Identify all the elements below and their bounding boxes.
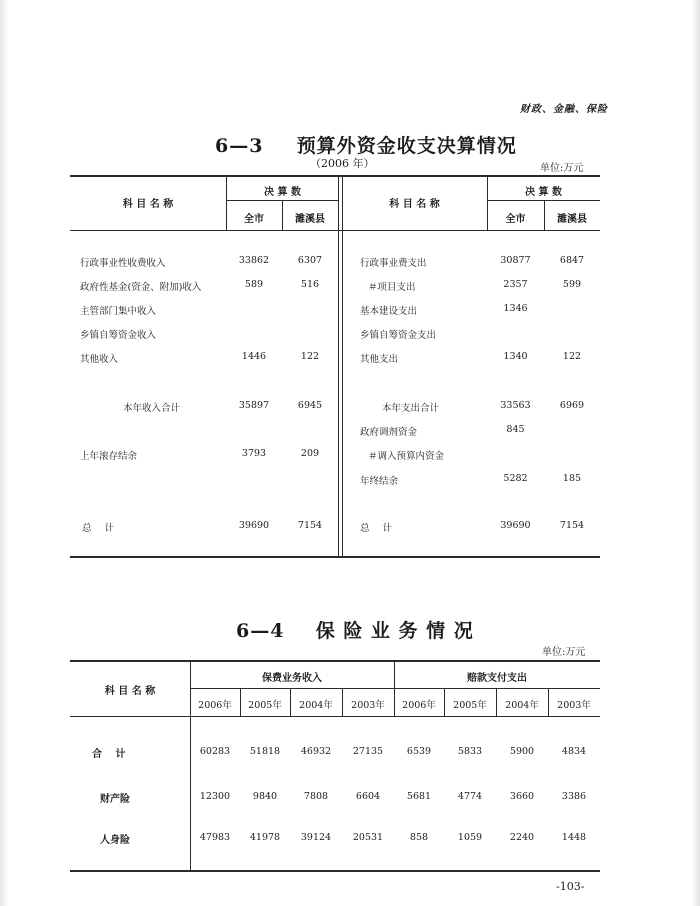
table1-unit: 单位:万元 [540,163,584,174]
table2-row-label: 人身险 [100,835,130,846]
table2-cell: 5900 [509,746,535,757]
table2-cell: 5681 [406,791,432,802]
table1-final-head-right: 决 算 数 [525,187,562,198]
table1-number: 6—3 [215,135,264,157]
table1-left-row-city: 1446 [241,351,267,362]
table1-right-row-label: 基本建设支出 [360,306,418,317]
table1-bottom-rule [70,556,600,558]
table1-left-row-county: 209 [300,448,320,459]
table1-left-row-county: 7154 [297,520,323,531]
table1-left-row-county: 516 [300,279,320,290]
table1-left-row-city: 35897 [238,400,270,411]
table2-cell: 3386 [561,791,587,802]
table1-left-row-city: 589 [244,279,264,290]
table2-unit: 单位:万元 [542,647,586,658]
table1-right-row-label: 乡镇自筹资金支出 [360,330,437,341]
table1-right-row-city: 1340 [503,351,528,362]
table1-top-rule [70,175,600,177]
table1-right-row-label: 总 计 [360,523,393,534]
table1-subject-head-left: 科 目 名 称 [122,199,174,210]
table1-right-row-city: 30877 [500,255,531,266]
table1-right-row-city: 5282 [503,473,528,484]
table1-right-row-county: 6847 [559,255,585,266]
table2-head-bottom-rule [70,716,600,717]
table1-right-row-label: 行政事业费支出 [360,258,427,269]
table2-year-head: 2006年 [198,700,232,711]
table1-subject-head-right: 科 目 名 称 [389,199,440,210]
table2-cell: 46932 [300,746,332,757]
table2-cell: 39124 [300,832,332,843]
table2-cell: 3660 [509,791,535,802]
table2-cell: 858 [409,832,429,843]
table2-year-head: 2005年 [248,700,282,711]
table1-right-row-city: 39690 [500,520,531,531]
table1-left-row-label: 总 计 [82,523,115,534]
table2-cell: 1059 [457,832,483,843]
table1-right-row-label: 本年支出合计 [382,403,440,414]
table2-cell: 51818 [249,746,281,757]
table2-cell: 4774 [457,791,483,802]
table2-cell: 1448 [561,832,587,843]
table1-left-row-label: 主管部门集中收入 [80,306,157,317]
table1-right-row-label: ＃调入预算内资金 [368,451,445,462]
table2-cell: 12300 [199,791,231,802]
table2-cell: 7808 [303,791,329,802]
table1-left-row-city: 39690 [238,520,270,531]
table1-county-head-left: 濉溪县 [295,214,325,225]
table1-right-row-city: 845 [506,424,525,435]
table2-cell: 47983 [199,832,231,843]
table2-title-text: 保 险 业 务 情 况 [315,620,474,642]
table1-title-text: 预算外资金收支决算情况 [296,135,517,157]
table2-cell: 6604 [355,791,381,802]
page-number: -103- [556,880,585,893]
table1-left-row-label: 乡镇自筹资金收入 [80,330,157,341]
table1-center-line-a [338,176,339,557]
table1-left-row-label: 政府性基金(资金、附加)收入 [80,282,202,293]
table2-row-label: 合 计 [92,749,126,760]
table1-right-row-label: 年终结余 [360,476,399,487]
table2-cell: 27135 [352,746,384,757]
table1-right-row-label: 政府调剂资金 [360,427,418,438]
table1-right-row-city: 2357 [503,279,528,290]
table1-right-row-city: 33563 [500,400,531,411]
table2-premium-head: 保费业务收入 [262,673,322,684]
left-scan-edge [0,0,8,906]
table2-year-head: 2003年 [557,700,591,711]
table1-right-row-county: 7154 [559,520,585,531]
table1-left-row-county: 6945 [297,400,323,411]
table2-cell: 4834 [561,746,587,757]
table2-cell: 60283 [199,746,231,757]
table2-claims-head: 赔款支付支出 [467,673,527,684]
table1-right-row-county: 122 [562,351,582,362]
table1-left-row-county: 122 [300,351,320,362]
table1-year: （2006 年） [310,157,375,170]
table2-row-label: 财产险 [100,794,130,805]
table1-left-row-label: 上年滚存结余 [80,451,138,462]
table1-right-row-county: 599 [562,279,582,290]
table2-year-head: 2003年 [351,700,385,711]
table2-year-head: 2005年 [453,700,487,711]
table1-head-bottom-rule [70,230,600,231]
table1-city-head-right: 全市 [505,214,526,225]
table2-year-head: 2006年 [402,700,436,711]
table1-right-row-county: 6969 [559,400,585,411]
table2-year-head: 2004年 [505,700,539,711]
table1-right-row-label: ＃项目支出 [368,282,416,293]
table1-left-row-label: 本年收入合计 [123,403,181,414]
table2-cell: 5833 [457,746,483,757]
table2-cell: 41978 [249,832,281,843]
table2-cell: 9840 [252,791,278,802]
table2-head-mid-rule [190,688,600,689]
table2-cell: 2240 [509,832,535,843]
table1-right-row-label: 其他支出 [360,354,399,365]
table1-city-head-left: 全市 [244,214,264,225]
table2-cell: 20531 [352,832,384,843]
table1-center-line-b [342,176,343,557]
table1-final-head-left: 决 算 数 [264,187,301,198]
running-header: 财政、金融、保险 [520,104,608,115]
table1-left-row-city: 33862 [238,255,270,266]
table2-top-rule [70,660,600,662]
table1-left-row-label: 其他收入 [80,354,119,365]
table2-subject-head: 科 目 名 称 [104,686,156,697]
table2-year-head: 2004年 [299,700,333,711]
table2-cell: 6539 [406,746,432,757]
table1-right-row-city: 1346 [503,303,528,314]
table2-bottom-rule [70,870,600,872]
table1-county-head-right: 濉溪县 [557,214,587,225]
table1-left-row-city: 3793 [241,448,267,459]
table1-left-row-county: 6307 [297,255,323,266]
table1-left-row-label: 行政事业性收费收入 [80,258,166,269]
right-scan-edge [692,0,700,906]
table2-title [236,616,474,643]
table1-right-row-county: 185 [562,473,582,484]
table1-title [215,131,517,158]
table2-number: 6—4 [236,620,285,642]
